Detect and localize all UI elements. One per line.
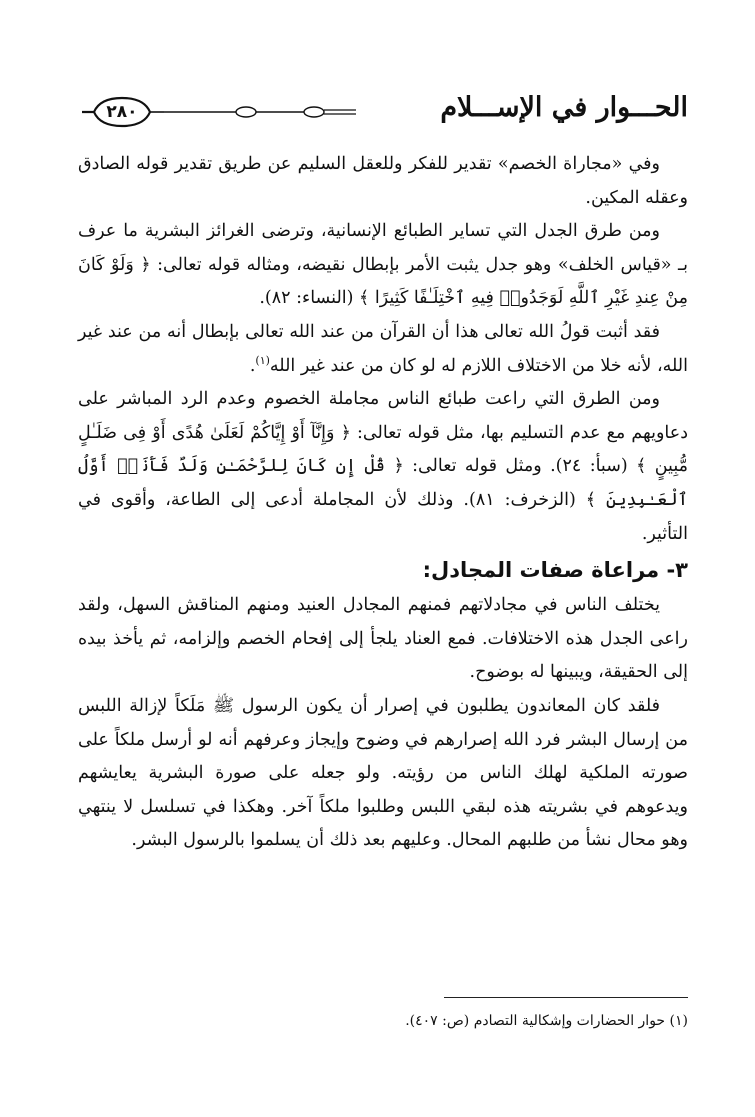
paragraph-text-middle: (سبأ: ٢٤). ومثل قوله تعالى: <box>403 456 637 477</box>
paragraph-text: ومن طرق الجدل التي تساير الطبائع الإنسانية، وترضى الغرائز البشرية ما عرف بـ «قياس الخلف» وهو جدل يثبت الأمر بإبطال نقيضه، ومثاله قوله تعالى: <box>78 221 688 275</box>
paragraph-text-end: (الزخرف: ٨١). وذلك لأن المجاملة أدعى إلى الطاعة، وأقوى في التأثير. <box>78 489 688 544</box>
paragraph <box>78 383 688 551</box>
paragraph-text: ومن الطرق التي راعت طبائع الناس مجاملة الخصوم وعدم الرد المباشر على دعاويهم مع عدم التسليم بها، مثل قوله تعالى: <box>78 389 688 443</box>
section-heading: ٣- مراعاة صفات المجادل: <box>422 558 688 583</box>
verse-reference: (النساء: ٨٢). <box>259 288 360 309</box>
quran-verse: وَلَوْ كَانَ مِنْ عِندِ غَيْرِ ٱللَّهِ لَوَجَدُوا۟ فِيهِ ٱخْتِلَـٰفًا كَثِيرًا <box>78 254 688 309</box>
quran-bracket-open: ﴿ <box>340 422 351 443</box>
paragraph-text: فقد أثبت قولُ الله تعالى هذا أن القرآن من عند الله تعالى بإبطال أنه من عند غير الله، لأنه خلا من الاختلاف اللازم له لو كان من عند غير الله <box>78 321 688 376</box>
quran-bracket-close: ﴾ <box>636 456 647 477</box>
page-header <box>78 88 688 136</box>
quran-verse: وَإِنَّآ أَوْ إِيَّاكُمْ لَعَلَىٰ هُدًى أَوْ فِى ضَلَـٰلٍ مُّبِينٍ <box>78 422 688 477</box>
paragraph <box>78 148 688 215</box>
salutation-glyph: ﷺ <box>212 695 235 716</box>
quran-verse: قُلْ إِن كَانَ لِلرَّحْمَـٰنِ وَلَدٌ فَأَنَا۠ أَوَّلُ ٱلْعَـٰبِدِينَ <box>78 456 688 510</box>
paragraph-text: وفي «مجاراة الخصم» تقدير للفكر وللعقل السليم عن طريق تقدير قوله الصادق وعقله المكين. <box>78 154 688 208</box>
footnote-reference[interactable]: (١) <box>255 353 270 367</box>
page-number: ٢٨٠ <box>106 102 138 122</box>
quran-bracket-open: ﴿ <box>393 456 404 477</box>
quran-bracket-open: ﴿ <box>140 254 151 275</box>
paragraph <box>78 690 688 858</box>
paragraph-text: يختلف الناس في مجادلاتهم فمنهم المجادل العنيد ومنهم المناقش السهل، ولقد راعى الجدل هذه الاختلافات. فمع العناد يلجأ إلى إفحام الخصم وإلزامه، ثم يأخذ بيده إلى الحقيقة، ويبينها له بوضوح. <box>78 595 688 683</box>
paragraph-text-end: مَلَكاً لإزالة اللبس من إرسال البشر فرد الله إصرارهم في وضوح وإيجاز وعرفهم أنه لو أرسل ملكاً على صورته الملكية لهلك الناس من رؤيته. ولو جعله على صورة البشرية يعايشهم ويدعوهم في بشريته هذه لبقي اللبس وطلبوا ملكاً آخر. وهكذا في تسلسل لا ينتهي وهو محال نشأ من طلبهم المحال. وعليهم بعد ذلك أن يسلموا بالرسول البشر. <box>78 695 688 851</box>
main-text <box>78 148 688 858</box>
quran-bracket-close: ﴾ <box>359 288 370 309</box>
paragraph-text-end: . <box>249 355 256 376</box>
running-title: الحـــوار في الإســـلام <box>440 92 688 123</box>
footnote: (١) حوار الحضارات وإشكالية التصادم (ص: ٤٠٧). <box>405 1013 688 1029</box>
paragraph <box>78 316 688 383</box>
footnote-divider <box>444 997 688 998</box>
paragraph-text: فلقد كان المعاندون يطلبون في إصرار أن يكون الرسول <box>234 695 660 716</box>
paragraph <box>78 215 688 316</box>
quran-bracket-close: ﴾ <box>585 489 596 510</box>
paragraph <box>78 589 688 690</box>
